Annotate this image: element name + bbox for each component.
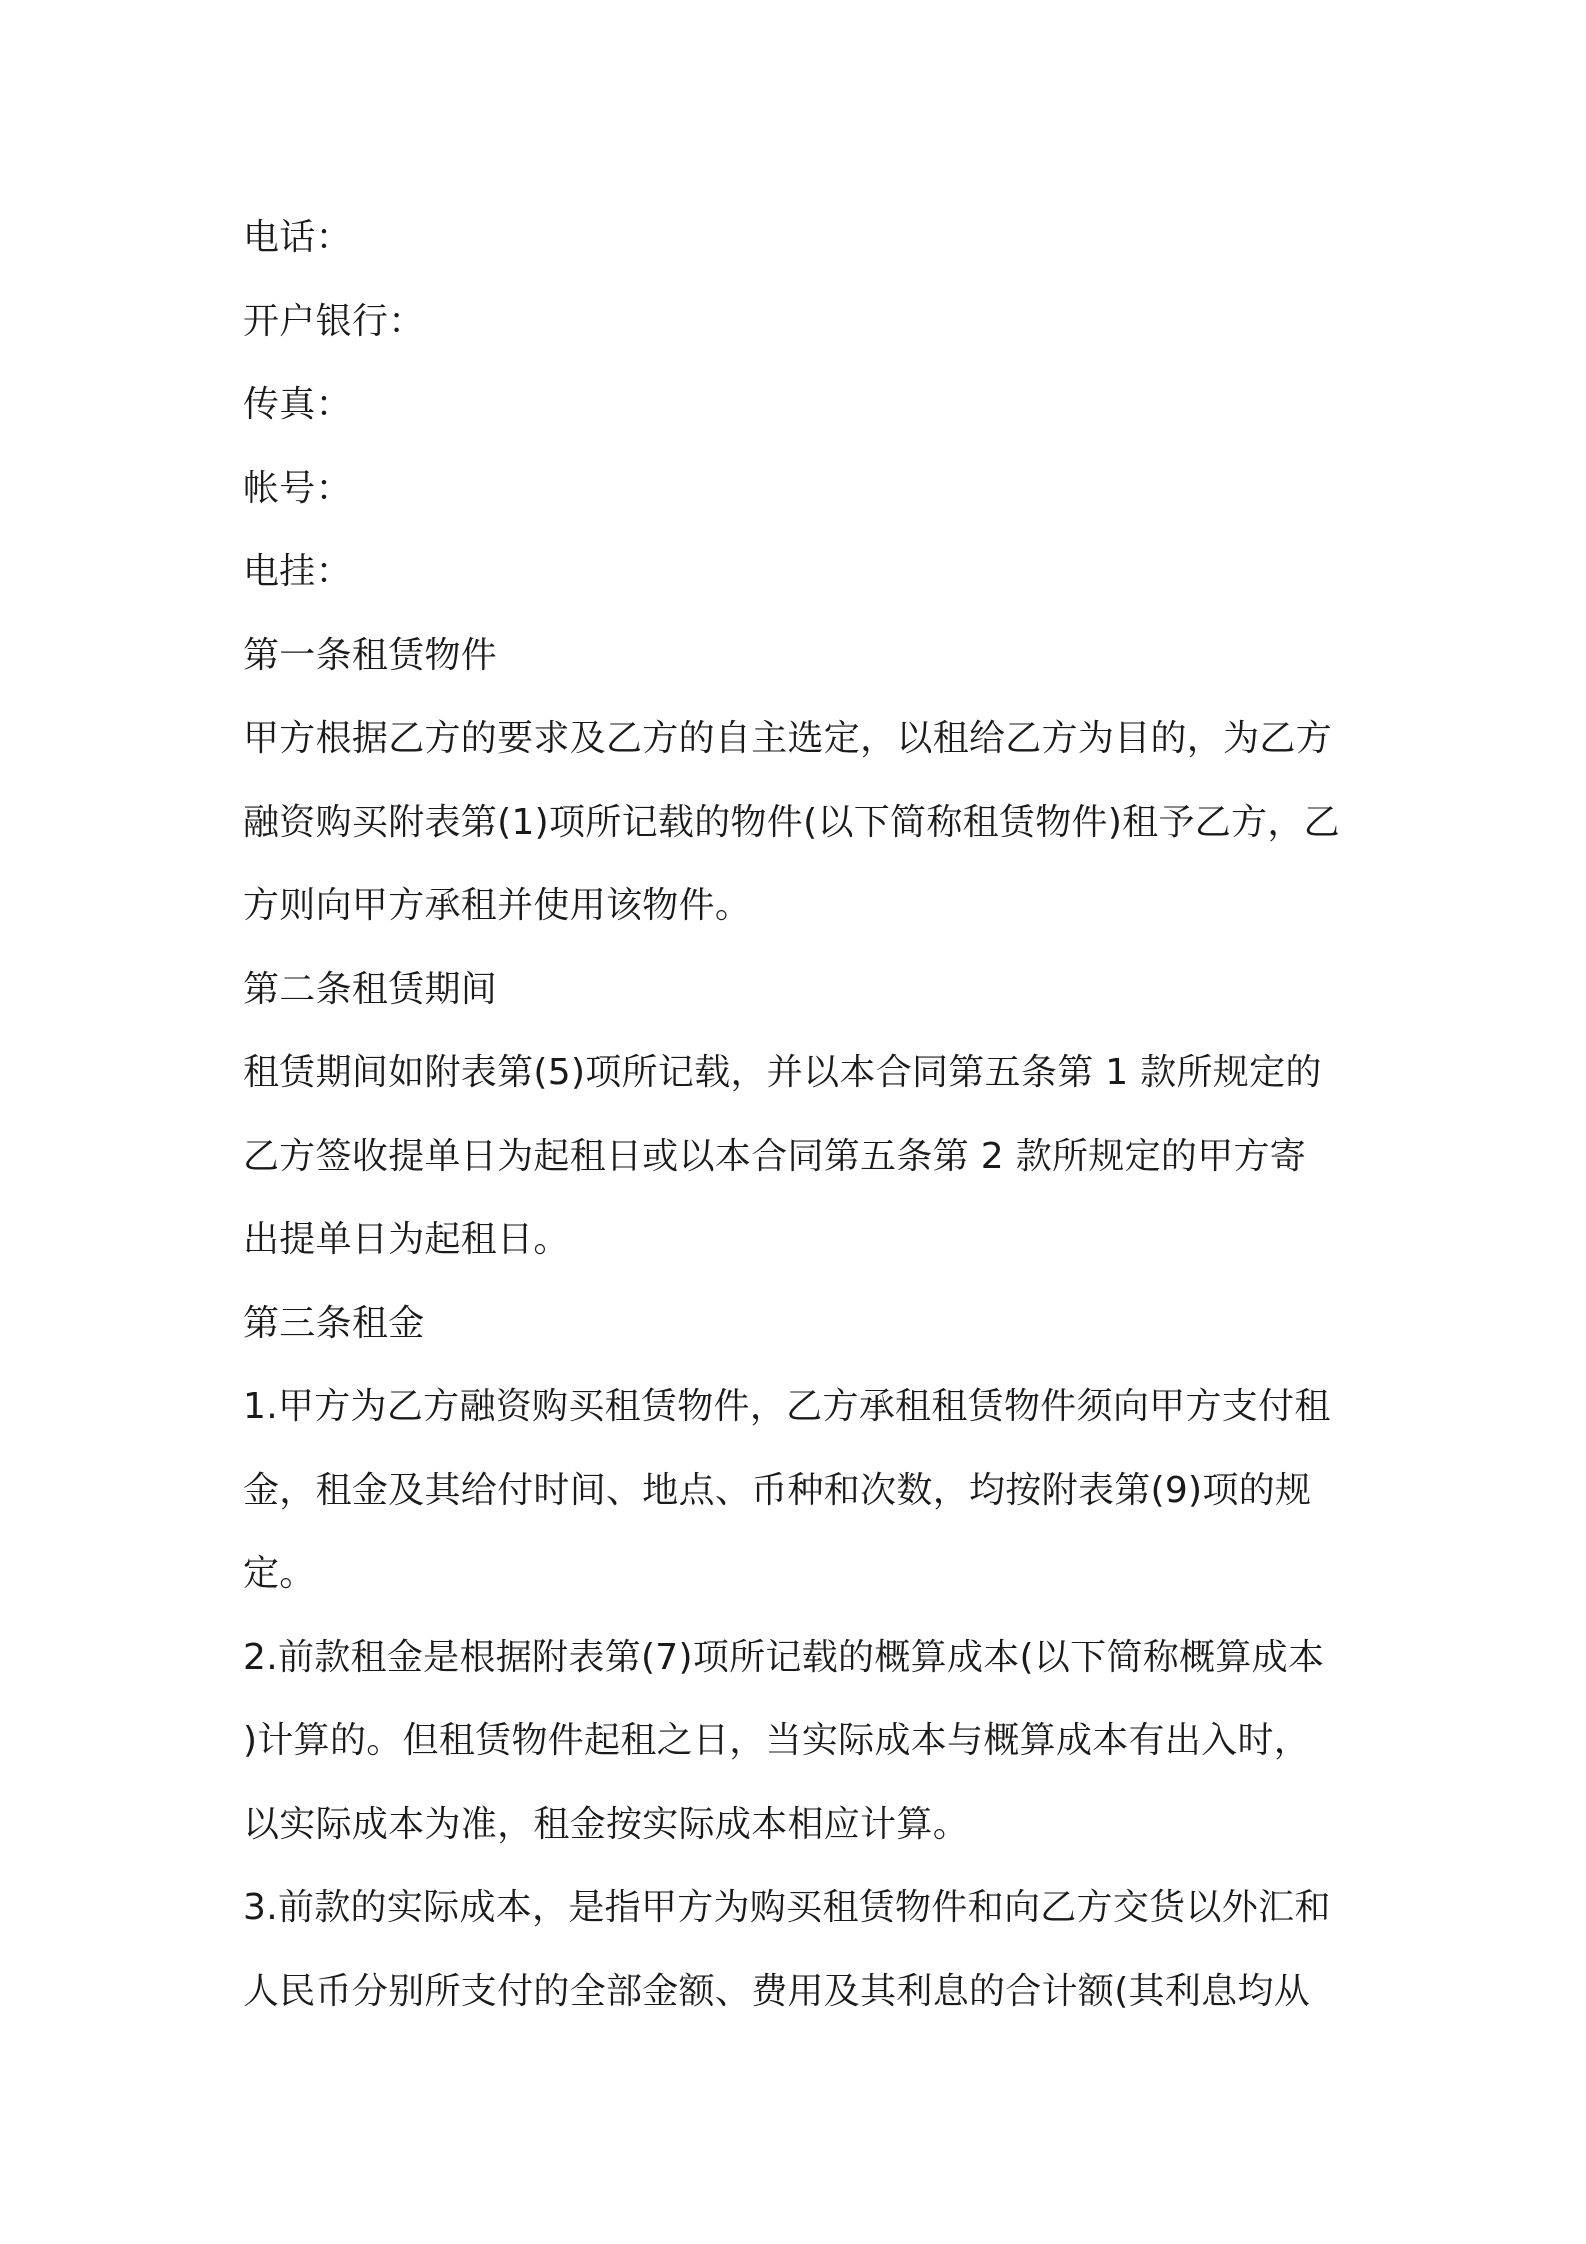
paragraph-line: 出提单日为起租日。	[243, 1219, 570, 1260]
phone-field-label: 电话：	[243, 217, 352, 258]
paragraph-line: 定。	[243, 1553, 316, 1594]
article-3-clause-3	[243, 1866, 1355, 2033]
article-2-heading: 第二条租赁期间	[243, 968, 498, 1010]
paragraph-line: 方则向甲方承租并使用该物件。	[243, 885, 752, 926]
paragraph-line: 乙方签收提单日为起租日或以本合同第五条第 2 款所规定的甲方寄	[243, 1135, 1307, 1177]
paragraph-line: )计算的。但租赁物件起租之日，当实际成本与概算成本有出入时，	[243, 1720, 1311, 1761]
paragraph-line: 人民币分别所支付的全部金额、费用及其利息的合计额(其利息均从	[243, 1970, 1311, 2012]
article-2-paragraph	[243, 1031, 1355, 1282]
paragraph-line: 1.甲方为乙方融资购买租赁物件，乙方承租租赁物件须向甲方支付租	[243, 1386, 1331, 1427]
paragraph-line: 以实际成本为准，租金按实际成本相应计算。	[243, 1803, 970, 1845]
article-3-clause-1	[243, 1365, 1355, 1616]
article-1-paragraph	[243, 697, 1355, 948]
telegraph-field-label: 电挂：	[243, 551, 352, 592]
bank-field-label: 开户银行：	[243, 300, 425, 342]
contract-page	[243, 196, 1355, 2033]
article-1-heading: 第一条租赁物件	[243, 634, 498, 676]
paragraph-line: 甲方根据乙方的要求及乙方的自主选定，以租给乙方为目的，为乙方	[243, 718, 1333, 759]
article-3-clause-2	[243, 1616, 1355, 1867]
article-3-heading: 第三条租金	[243, 1302, 425, 1344]
paragraph-line: 3.前款的实际成本，是指甲方为购买租赁物件和向乙方交货以外汇和	[243, 1887, 1331, 1928]
account-field-label: 帐号：	[243, 467, 352, 509]
paragraph-line: 金，租金及其给付时间、地点、币种和次数，均按附表第(9)项的规	[243, 1469, 1312, 1511]
paragraph-line: 2.前款租金是根据附表第(7)项所记载的概算成本(以下简称概算成本	[243, 1636, 1325, 1678]
paragraph-line: 租赁期间如附表第(5)项所记载，并以本合同第五条第 1 款所规定的	[243, 1052, 1322, 1093]
paragraph-line: 融资购买附表第(1)项所记载的物件(以下简称租赁物件)租予乙方，乙	[243, 801, 1340, 843]
fax-field-label: 传真：	[243, 384, 352, 425]
